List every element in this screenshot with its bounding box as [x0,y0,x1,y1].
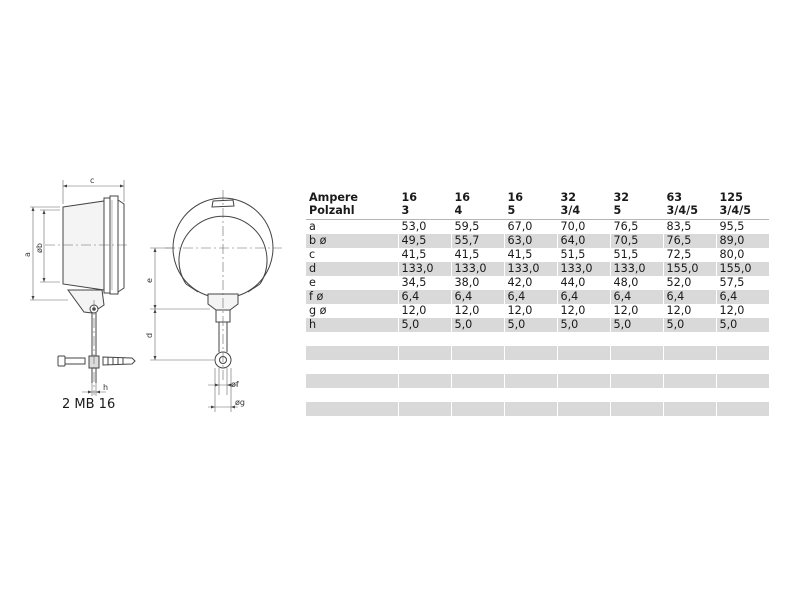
value-cell [451,332,504,346]
value-cell: 41,5 [504,248,557,262]
value-cell: 41,5 [398,248,451,262]
value-cell [451,346,504,360]
value-cell [610,402,663,416]
value-cell [504,374,557,388]
dim-label-h: h [103,383,109,392]
value-cell: 57,5 [716,276,769,290]
ampere-label: Ampere [309,191,359,204]
value-cell: 95,5 [716,220,769,235]
value-cell [716,374,769,388]
polzahl-value: 4 [454,204,463,217]
header-cell [663,190,716,220]
value-cell: 34,5 [398,276,451,290]
row-label-cell: d [306,262,398,276]
value-cell: 67,0 [504,220,557,235]
value-cell [451,402,504,416]
dim-label-d: d [145,332,154,338]
table-row [306,388,769,402]
row-label-cell [306,332,398,346]
ampere-value: 63 [666,191,683,204]
ampere-value: 32 [613,191,630,204]
value-cell [663,402,716,416]
row-label-cell: h [306,318,398,332]
value-cell [504,332,557,346]
value-cell: 12,0 [663,304,716,318]
polzahl-value: 5 [507,204,516,217]
value-cell [557,388,610,402]
value-cell [504,388,557,402]
value-cell [663,374,716,388]
row-label-cell [306,360,398,374]
polzahl-value: 3/4 [560,204,581,217]
table-row [306,220,769,235]
value-cell [398,332,451,346]
value-cell: 48,0 [610,276,663,290]
table-header-row [306,190,769,220]
value-cell: 155,0 [716,262,769,276]
value-cell [716,346,769,360]
value-cell [716,332,769,346]
value-cell [557,346,610,360]
value-cell [557,360,610,374]
table-row [306,374,769,388]
row-label-cell: a [309,220,316,233]
row-label-cell: b ø [306,234,398,248]
value-cell: 133,0 [398,262,451,276]
table-row [306,304,769,318]
polzahl-value: 3 [401,204,410,217]
value-cell [716,388,769,402]
value-cell: 12,0 [610,304,663,318]
table-row [306,402,769,416]
row-label-cell [306,388,398,402]
value-cell [504,360,557,374]
dimension-table [306,190,769,416]
ampere-value: 16 [401,191,418,204]
row-label-cell: f ø [306,290,398,304]
value-cell [557,374,610,388]
value-cell: 49,5 [398,234,451,248]
value-cell: 55,7 [451,234,504,248]
dim-label-f: øf [231,380,239,389]
value-cell [398,360,451,374]
value-cell: 12,0 [451,304,504,318]
ampere-value: 16 [454,191,471,204]
value-cell: 5,0 [557,318,610,332]
header-cell [557,190,610,220]
value-cell: 133,0 [557,262,610,276]
value-cell [610,332,663,346]
header-cell [504,190,557,220]
value-cell [451,360,504,374]
table-row [306,318,769,332]
value-cell: 6,4 [451,290,504,304]
value-cell: 5,0 [504,318,557,332]
value-cell: 155,0 [663,262,716,276]
table-row [306,332,769,346]
table-row [306,360,769,374]
value-cell [610,360,663,374]
value-cell: 51,5 [610,248,663,262]
value-cell: 51,5 [557,248,610,262]
value-cell [663,388,716,402]
value-cell: 6,4 [663,290,716,304]
value-cell: 6,4 [557,290,610,304]
dim-label-a: a [23,252,32,257]
table-row [306,290,769,304]
row-label-cell: g ø [309,304,327,317]
value-cell [557,332,610,346]
dim-label-b: øb [35,243,44,253]
table-row [306,234,769,248]
value-cell: 89,0 [716,234,769,248]
value-cell: 41,5 [451,248,504,262]
value-cell [610,346,663,360]
value-cell: 5,0 [663,318,716,332]
row-label-cell [306,402,398,416]
value-cell: 83,5 [663,220,716,235]
value-cell: 6,4 [716,290,769,304]
dim-label-g: øg [235,398,245,407]
header-cell [716,190,769,220]
value-cell: 70,5 [610,234,663,248]
header-cell [610,190,663,220]
dim-label-e: e [145,278,154,283]
header-label-cell [306,190,398,220]
value-cell: 5,0 [610,318,663,332]
row-label-cell [306,346,398,360]
value-cell: 12,0 [398,304,451,318]
value-cell [716,402,769,416]
polzahl-value: 3/4/5 [666,204,699,217]
value-cell: 5,0 [451,318,504,332]
value-cell: 12,0 [504,304,557,318]
polzahl-label: Polzahl [309,204,355,217]
value-cell [557,402,610,416]
value-cell [716,360,769,374]
table-row [306,248,769,262]
value-cell [398,388,451,402]
value-cell [398,346,451,360]
value-cell: 64,0 [557,234,610,248]
value-cell: 12,0 [716,304,769,318]
ampere-value: 16 [507,191,524,204]
value-cell: 63,0 [504,234,557,248]
value-cell: 12,0 [557,304,610,318]
value-cell [663,360,716,374]
ampere-value: 32 [560,191,577,204]
polzahl-value: 5 [613,204,622,217]
table-row [306,276,769,290]
value-cell: 133,0 [451,262,504,276]
value-cell [451,388,504,402]
polzahl-value: 3/4/5 [719,204,752,217]
row-label-cell: e [309,276,316,289]
table-row [306,346,769,360]
value-cell: 72,5 [663,248,716,262]
ampere-value: 125 [719,191,743,204]
value-cell [451,374,504,388]
value-cell: 76,5 [663,234,716,248]
header-cell [398,190,451,220]
value-cell [398,402,451,416]
value-cell: 59,5 [451,220,504,235]
value-cell [504,346,557,360]
value-cell [504,402,557,416]
value-cell: 5,0 [716,318,769,332]
value-cell: 133,0 [610,262,663,276]
value-cell: 70,0 [557,220,610,235]
value-cell [663,332,716,346]
value-cell: 38,0 [451,276,504,290]
row-label-cell: c [309,248,316,261]
table-row [306,262,769,276]
value-cell: 44,0 [557,276,610,290]
value-cell: 133,0 [504,262,557,276]
value-cell: 52,0 [663,276,716,290]
value-cell: 53,0 [398,220,451,235]
value-cell: 6,4 [398,290,451,304]
value-cell: 6,4 [610,290,663,304]
model-label: 2 MB 16 [62,397,116,412]
value-cell: 5,0 [398,318,451,332]
value-cell [610,374,663,388]
header-cell [451,190,504,220]
row-label-cell [306,374,398,388]
value-cell: 76,5 [610,220,663,235]
dim-label-c: c [90,176,95,185]
value-cell [610,388,663,402]
value-cell: 42,0 [504,276,557,290]
value-cell: 6,4 [504,290,557,304]
value-cell: 80,0 [716,248,769,262]
side-view [58,196,135,383]
value-cell [663,346,716,360]
value-cell [398,374,451,388]
